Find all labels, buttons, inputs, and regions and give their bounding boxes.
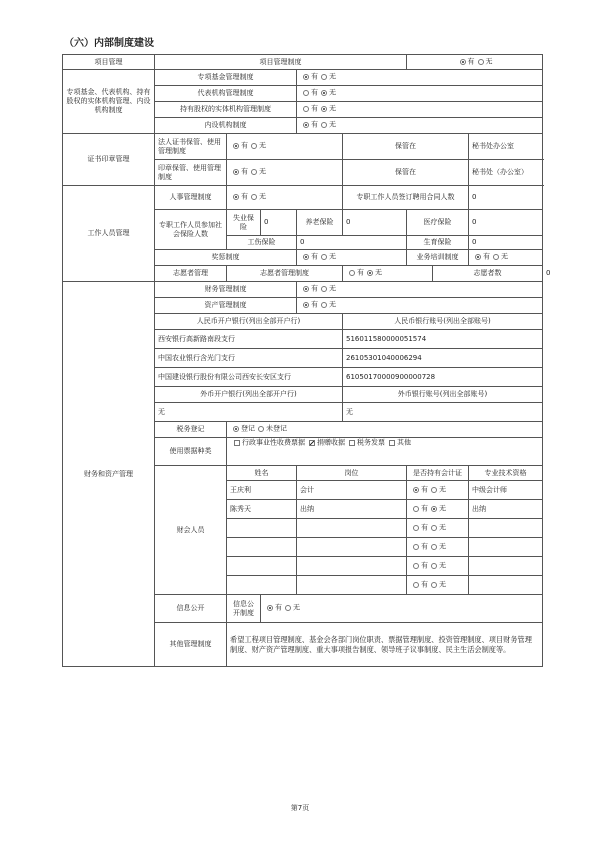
receipt-option-label: 税务发票	[357, 439, 385, 447]
radio-no[interactable]	[321, 106, 327, 112]
acc-name	[227, 576, 297, 595]
radio-yes[interactable]	[413, 582, 419, 588]
hr-radio	[227, 186, 343, 210]
radio-no-label: 无	[439, 561, 447, 570]
acc-header-name: 姓名	[227, 466, 297, 481]
acc-post	[297, 557, 407, 576]
acc-name	[227, 519, 297, 538]
fx-bank-header: 外币开户银行(列出全部开户行)	[155, 387, 343, 403]
radio-no-label: 无	[375, 268, 382, 277]
radio-yes-label: 有	[241, 141, 248, 150]
radio-no[interactable]	[321, 302, 327, 308]
yes-no-radio-group	[300, 73, 336, 81]
radio-no[interactable]	[251, 169, 257, 175]
acc-post	[297, 576, 407, 595]
maternity-value: 0	[469, 236, 543, 250]
tax-option-label: 未登记	[266, 424, 287, 433]
accountant-label: 财会人员	[155, 466, 227, 595]
yes-no-radio-group	[410, 581, 446, 589]
seal-item-name: 法人证书保管、使用管理制度	[155, 134, 227, 160]
medical-label: 医疗保险	[407, 210, 469, 236]
radio-no-label: 无	[293, 603, 300, 612]
section-heading: （六）内部制度建设	[64, 38, 154, 49]
acc-qual	[469, 519, 543, 538]
acc-name: 陈秀天	[227, 500, 297, 519]
radio-no-label: 无	[439, 580, 447, 589]
acc-qual: 中级会计师	[469, 481, 543, 500]
receipt-checkbox[interactable]	[234, 440, 240, 446]
acc-post	[297, 538, 407, 557]
radio-yes-label: 有	[421, 561, 429, 570]
yes-no-radio-group	[300, 121, 336, 129]
radio-yes-label: 有	[421, 542, 429, 551]
radio-yes[interactable]	[413, 487, 419, 493]
seal-item-radio	[227, 160, 343, 186]
fin-system: 财务管理制度	[155, 282, 297, 298]
tax-option-label: 登记	[241, 424, 255, 433]
radio-no[interactable]	[431, 525, 437, 531]
receipt-label: 使用票据种类	[155, 438, 227, 466]
receipt-checkbox[interactable]	[309, 440, 315, 446]
keeper-label: 保管在	[343, 160, 469, 186]
yes-no-radio-group	[410, 524, 446, 532]
rmb-acct: 26105301040006294	[343, 349, 543, 368]
special-item-name: 代表机构管理制度	[155, 86, 297, 102]
fin-radio	[297, 282, 543, 298]
acc-name	[227, 557, 297, 576]
acc-qual	[469, 557, 543, 576]
volunteer-label: 志愿者管理	[155, 266, 227, 282]
radio-no-label: 无	[329, 284, 336, 293]
radio-no-label: 无	[329, 252, 336, 261]
radio-yes[interactable]	[413, 544, 419, 550]
special-item-radio	[297, 118, 543, 134]
acc-cert	[407, 576, 469, 595]
radio-yes-label: 有	[275, 603, 282, 612]
radio-yes-label: 有	[311, 104, 318, 113]
contract-count: 0	[469, 186, 543, 210]
keeper-value: 秘书处（办公室）	[469, 160, 543, 186]
special-item-name: 内设机构制度	[155, 118, 297, 134]
radio-yes-label: 有	[311, 88, 318, 97]
project-radio	[407, 55, 543, 70]
acc-qual: 出纳	[469, 500, 543, 519]
maternity-label: 生育保险	[407, 236, 469, 250]
radio-yes[interactable]	[349, 270, 355, 276]
contract-label: 专职工作人员签订聘用合同人数	[343, 186, 469, 210]
radio-no-label: 无	[485, 57, 493, 66]
keeper-value: 秘书处办公室	[469, 134, 543, 160]
radio-no[interactable]	[321, 122, 327, 128]
rmb-bank: 中国农业银行含光门支行	[155, 349, 343, 368]
acc-name: 王庆利	[227, 481, 297, 500]
radio-no-label: 无	[259, 192, 266, 201]
radio-yes-label: 有	[311, 252, 318, 261]
radio-no[interactable]	[285, 605, 291, 611]
project-label: 项目管理	[63, 55, 155, 70]
yes-no-radio-group	[410, 505, 446, 513]
yes-no-radio-group	[410, 543, 446, 551]
tax-radio[interactable]	[233, 426, 239, 432]
acc-post: 出纳	[297, 500, 407, 519]
disclosure-radio	[261, 595, 543, 623]
seal-label: 证书印章管理	[63, 134, 155, 186]
radio-yes[interactable]	[413, 506, 419, 512]
tax-label: 税务登记	[155, 422, 227, 438]
acc-post: 会计	[297, 481, 407, 500]
project-item: 项目管理制度	[155, 55, 407, 70]
radio-no-label: 无	[329, 72, 336, 81]
radio-yes-label: 有	[311, 300, 318, 309]
special-label: 专项基金、代表机构、持有股权的实体机构管理、内设机构制度	[63, 70, 155, 134]
radio-yes[interactable]	[303, 286, 309, 292]
yes-no-radio-group	[264, 604, 300, 612]
acc-name	[227, 538, 297, 557]
radio-no[interactable]	[431, 582, 437, 588]
radio-yes[interactable]	[267, 605, 273, 611]
table-row: 志愿者管理 志愿者管理制度 有 无 志愿者数 0	[63, 266, 543, 282]
radio-no[interactable]	[321, 90, 327, 96]
training-label: 业务培训制度	[407, 250, 469, 266]
radio-yes[interactable]	[303, 106, 309, 112]
pension-value: 0	[343, 210, 407, 236]
asset-system: 资产管理制度	[155, 298, 297, 314]
radio-yes-label: 有	[467, 57, 475, 66]
radio-no[interactable]	[431, 563, 437, 569]
seal-item-name: 印章保管、使用管理制度	[155, 160, 227, 186]
radio-no-label: 无	[501, 252, 509, 261]
radio-no[interactable]	[431, 506, 437, 512]
yes-no-radio-group	[346, 269, 382, 277]
finance-label: 财务和资产管理	[63, 282, 155, 667]
insurance-label: 专职工作人员参加社会保险人数	[155, 210, 227, 250]
reward-radio	[297, 250, 407, 266]
volunteer-radio	[343, 266, 433, 282]
radio-no[interactable]	[367, 270, 373, 276]
unemployment-value: 0	[261, 210, 297, 236]
receipt-checkbox[interactable]	[349, 440, 355, 446]
yes-no-radio-group	[410, 486, 446, 494]
acc-cert	[407, 557, 469, 576]
rmb-acct: 61050170000900000728	[343, 368, 543, 387]
yes-no-radio-group	[457, 58, 493, 66]
receipt-option-label: 其他	[397, 439, 411, 447]
acc-qual	[469, 576, 543, 595]
radio-yes-label: 有	[357, 268, 364, 277]
radio-yes-label: 有	[421, 580, 429, 589]
fx-acct: 无	[343, 403, 543, 422]
page-number: 第7页	[290, 804, 310, 812]
radio-yes[interactable]	[233, 194, 239, 200]
yes-no-radio-group	[300, 285, 336, 293]
radio-yes-label: 有	[311, 284, 318, 293]
radio-no-label: 无	[439, 504, 447, 513]
hr-system: 人事管理制度	[155, 186, 227, 210]
pension-label: 养老保险	[297, 210, 343, 236]
radio-no-label: 无	[329, 88, 336, 97]
radio-no[interactable]	[493, 254, 499, 260]
radio-no-label: 无	[439, 523, 447, 532]
special-item-radio	[297, 86, 543, 102]
acc-header-cert: 是否持有会计证	[407, 466, 469, 481]
acc-post	[297, 519, 407, 538]
injury-value: 0	[297, 236, 407, 250]
volunteer-system: 志愿者管理制度	[227, 266, 343, 282]
receipt-checkbox-group	[230, 439, 411, 447]
reward-label: 奖惩制度	[155, 250, 297, 266]
yes-no-radio-group	[300, 89, 336, 97]
table-row	[63, 55, 543, 70]
training-radio	[469, 250, 543, 266]
receipt-option-label: 捐赠收据	[317, 439, 345, 447]
radio-yes-label: 有	[483, 252, 491, 261]
injury-label: 工伤保险	[227, 236, 297, 250]
receipt-option-label: 行政事业性收费票据	[242, 439, 305, 447]
radio-no[interactable]	[251, 143, 257, 149]
yes-no-radio-group	[230, 168, 266, 176]
acc-cert	[407, 519, 469, 538]
radio-yes[interactable]	[303, 122, 309, 128]
table-row	[63, 70, 543, 86]
yes-no-radio-group	[472, 253, 508, 261]
disclosure-system: 信息公开制度	[227, 595, 261, 623]
table-row	[63, 134, 543, 160]
rmb-acct-header: 人民币银行账号(列出全部账号)	[343, 314, 543, 330]
radio-no-label: 无	[329, 104, 336, 113]
radio-no[interactable]	[251, 194, 257, 200]
radio-yes[interactable]	[303, 74, 309, 80]
radio-yes-label: 有	[421, 504, 429, 513]
table-row	[63, 186, 543, 210]
special-item-name: 持有股权的实体机构管理制度	[155, 102, 297, 118]
asset-radio	[297, 298, 543, 314]
radio-yes[interactable]	[460, 59, 466, 65]
radio-no[interactable]	[321, 286, 327, 292]
tax-radio-cell	[227, 422, 543, 438]
radio-no-label: 无	[259, 167, 266, 176]
volunteer-count-label: 志愿者数	[433, 266, 543, 282]
acc-cert	[407, 481, 469, 500]
disclosure-label: 信息公开	[155, 595, 227, 623]
radio-yes[interactable]	[233, 143, 239, 149]
acc-cert	[407, 538, 469, 557]
acc-header-post: 岗位	[297, 466, 407, 481]
keeper-label: 保管在	[343, 134, 469, 160]
fx-acct-header: 外币银行账号(列出全部账号)	[343, 387, 543, 403]
radio-yes-label: 有	[241, 192, 248, 201]
special-item-radio	[297, 102, 543, 118]
special-item-name: 专项基金管理制度	[155, 70, 297, 86]
radio-yes[interactable]	[233, 169, 239, 175]
fx-bank: 无	[155, 403, 343, 422]
special-item-radio	[297, 70, 543, 86]
radio-yes-label: 有	[241, 167, 248, 176]
rmb-bank: 西安银行高新路南段支行	[155, 330, 343, 349]
yes-no-radio-group	[230, 193, 266, 201]
medical-value: 0	[469, 210, 543, 236]
yes-no-radio-group	[410, 562, 446, 570]
radio-yes-label: 有	[421, 485, 429, 494]
radio-yes[interactable]	[303, 90, 309, 96]
acc-cert	[407, 500, 469, 519]
rmb-bank: 中国建设银行股份有限公司西安长安区支行	[155, 368, 343, 387]
yes-no-radio-group	[300, 105, 336, 113]
radio-yes-label: 有	[311, 72, 318, 81]
yes-no-radio-group	[300, 301, 336, 309]
yes-no-radio-group	[300, 253, 336, 261]
radio-no[interactable]	[478, 59, 484, 65]
rmb-bank-header: 人民币开户银行(列出全部开户行)	[155, 314, 343, 330]
other-text: 希望工程项目管理制度、基金会各部门岗位职责、票据管理制度、投资管理制度、项目财务管理制度、财产资产管理制度、重大事项报告制度、领导班子议事制度、民主生活会制度等。	[227, 623, 543, 667]
radio-no[interactable]	[321, 74, 327, 80]
tax-radio[interactable]	[258, 426, 264, 432]
radio-yes-label: 有	[311, 120, 318, 129]
radio-no[interactable]	[431, 544, 437, 550]
radio-no[interactable]	[431, 487, 437, 493]
receipt-options-cell	[227, 438, 543, 466]
radio-yes[interactable]	[303, 254, 309, 260]
staff-label: 工作人员管理	[63, 186, 155, 282]
seal-item-radio	[227, 134, 343, 160]
table-row	[63, 282, 543, 298]
radio-no-label: 无	[329, 120, 336, 129]
radio-no-label: 无	[439, 542, 447, 551]
radio-yes[interactable]	[413, 563, 419, 569]
radio-yes[interactable]	[303, 302, 309, 308]
radio-yes[interactable]	[475, 254, 481, 260]
unemployment-label: 失业保险	[227, 210, 261, 236]
radio-yes-label: 有	[421, 523, 429, 532]
acc-header-qual: 专业技术资格	[469, 466, 543, 481]
radio-no-label: 无	[259, 141, 266, 150]
radio-no-label: 无	[439, 485, 447, 494]
radio-no[interactable]	[321, 254, 327, 260]
rmb-acct: 516011580000051574	[343, 330, 543, 349]
yes-no-radio-group	[230, 142, 266, 150]
receipt-checkbox[interactable]	[389, 440, 395, 446]
radio-yes[interactable]	[413, 525, 419, 531]
internal-system-table	[62, 54, 551, 667]
other-label: 其他管理制度	[155, 623, 227, 667]
radio-no-label: 无	[329, 300, 336, 309]
acc-qual	[469, 538, 543, 557]
tax-radio-group	[230, 425, 287, 433]
